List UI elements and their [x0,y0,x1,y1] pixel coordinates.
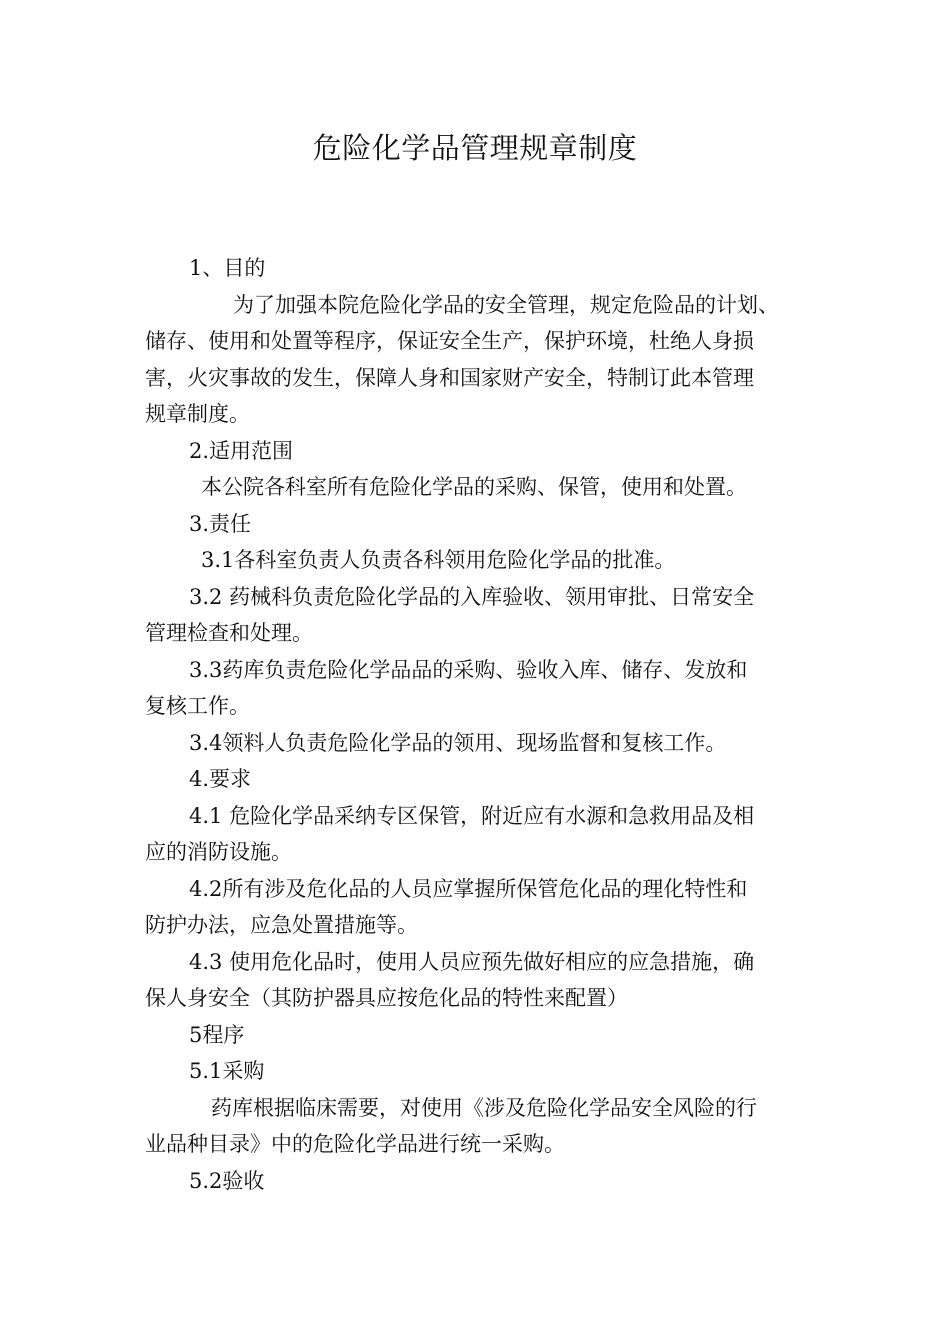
section-heading: 5程序 [189,1022,245,1047]
paragraph-line: 业品种目录》中的危险化学品进行统一采购。 [145,1132,565,1156]
paragraph-line: 本公院各科室所有危险化学品的采购、保管，使用和处置。 [201,475,747,499]
paragraph-line: 3.3药库负责危险化学品品的采购、验收入库、储存、发放和 [189,657,748,682]
paragraph-line: 害，火灾事故的发生，保障人身和国家财产安全，特制订此本管理 [145,365,754,390]
paragraph-line: 储存、使用和处置等程序，保证安全生产，保护环境，杜绝人身损 [145,329,754,353]
paragraph-line: 防护办法，应急处置措施等。 [145,913,418,937]
paragraph-line: 管理检查和处理。 [145,621,313,645]
paragraph-line: 保人身安全（其防护器具应按危化品的特性来配置） [145,986,628,1010]
section-heading: 5.1采购 [189,1059,265,1083]
section-heading: 5.2验收 [189,1168,265,1193]
paragraph-line: 药库根据临床需要，对使用《涉及危险化学品安全风险的行 [211,1095,757,1120]
paragraph-line: 4.1 危险化学品采纳专区保管，附近应有水源和急救用品及相 [189,803,755,828]
paragraph-line: 4.2所有涉及危化品的人员应掌握所保管危化品的理化特性和 [189,876,748,901]
paragraph-line: 3.4领料人负责危险化学品的领用、现场监督和复核工作。 [189,730,727,755]
paragraph-line: 复核工作。 [145,694,250,718]
document-body [145,250,805,1199]
section-heading: 1、目的 [189,256,266,280]
paragraph-line: 3.1各科室负责人负责各科领用危险化学品的批准。 [201,548,676,572]
section-heading: 4.要求 [189,767,252,791]
paragraph-line: 应的消防设施。 [145,840,292,864]
section-heading: 2.适用范围 [189,438,294,463]
document-title: 危险化学品管理规章制度 [312,131,638,165]
paragraph-line: 3.2 药械科负责危险化学品的入库验收、领用审批、日常安全 [189,584,755,609]
section-heading: 3.责任 [189,511,252,536]
paragraph-line: 4.3 使用危化品时，使用人员应预先做好相应的应急措施，确 [189,949,755,974]
paragraph-line: 规章制度。 [145,402,250,426]
paragraph-line: 为了加强本院危险化学品的安全管理，规定危险品的计划、 [233,292,779,317]
